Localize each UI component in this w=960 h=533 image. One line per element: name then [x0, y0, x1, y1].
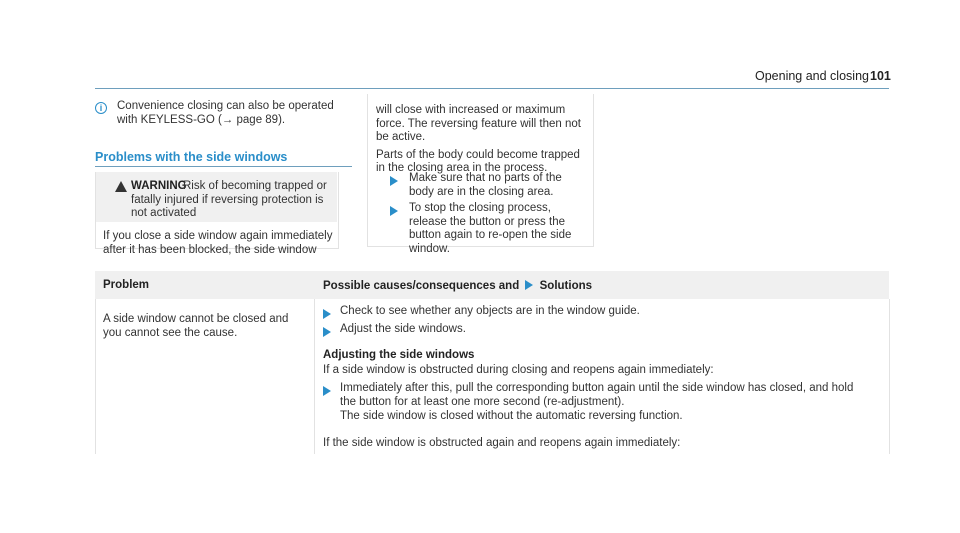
- step-arrow-icon: [390, 176, 398, 186]
- info-icon: i: [95, 102, 107, 114]
- table-border-right: [889, 299, 890, 454]
- table-para-1: If a side window is obstructed during closing and reopens again immediately:: [323, 364, 714, 376]
- table-step-1: Check to see whether any objects are in the window guide.: [340, 305, 640, 317]
- step-arrow-icon: [390, 206, 398, 216]
- table-header-solutions-label: Solutions: [539, 280, 593, 292]
- table-header-problem: Problem: [103, 279, 150, 291]
- step-arrow-icon: [323, 309, 331, 319]
- table-para-2: If the side window is obstructed again and reopens again immediately:: [323, 437, 681, 449]
- warning-continuation-text: [376, 104, 588, 180]
- continuation-step-1: Make sure that no parts of the body are in the closing area.: [409, 172, 562, 198]
- header-rule: [95, 88, 889, 89]
- continuation-step-2: To stop the closing process, release the button or press the button again to re-open the side window.: [409, 202, 572, 255]
- note-text: Convenience closing can also be operated with KEYLESS-GO (→ page 89).: [117, 100, 334, 126]
- warning-triangle-icon: [115, 181, 127, 192]
- continuation-para-1: will close with increased or maximum force. The reversing feature will then not be active.: [376, 104, 581, 143]
- table-header-causes: [323, 280, 592, 292]
- warning-text: Risk of becoming trapped or fatally injured if reversing protection is not activated: [131, 180, 327, 219]
- solutions-arrow-icon: [525, 280, 533, 290]
- table-step-3-line-2: the button for at least one more second (re-adjustment).: [340, 396, 625, 408]
- continuation-para-2: Parts of the body could become trapped in the closing area in the process.: [376, 148, 580, 174]
- table-header-causes-label: Possible causes/consequences and: [323, 280, 520, 292]
- table-subheading: Adjusting the side windows: [323, 349, 475, 361]
- table-border-left: [95, 299, 96, 454]
- section-heading: Problems with the side windows: [95, 150, 288, 164]
- table-column-divider: [314, 299, 315, 454]
- step-arrow-icon: [323, 327, 331, 337]
- page-number: 101: [870, 69, 891, 83]
- warning-label: WARNING: [131, 180, 187, 192]
- running-header-title: Opening and closing: [755, 69, 869, 83]
- table-step-3-line-1: Immediately after this, pull the corresponding button again until the side window has closed, and hold: [340, 382, 854, 394]
- step-arrow-icon: [323, 386, 331, 396]
- table-step-2: Adjust the side windows.: [340, 323, 466, 335]
- table-cell-problem: A side window cannot be closed and you cannot see the cause.: [103, 313, 289, 339]
- table-step-3-line-3: The side window is closed without the automatic reversing function.: [340, 410, 683, 422]
- warning-body-text: If you close a side window again immediately after it has been blocked, the side window: [103, 230, 333, 256]
- section-rule: [95, 166, 352, 167]
